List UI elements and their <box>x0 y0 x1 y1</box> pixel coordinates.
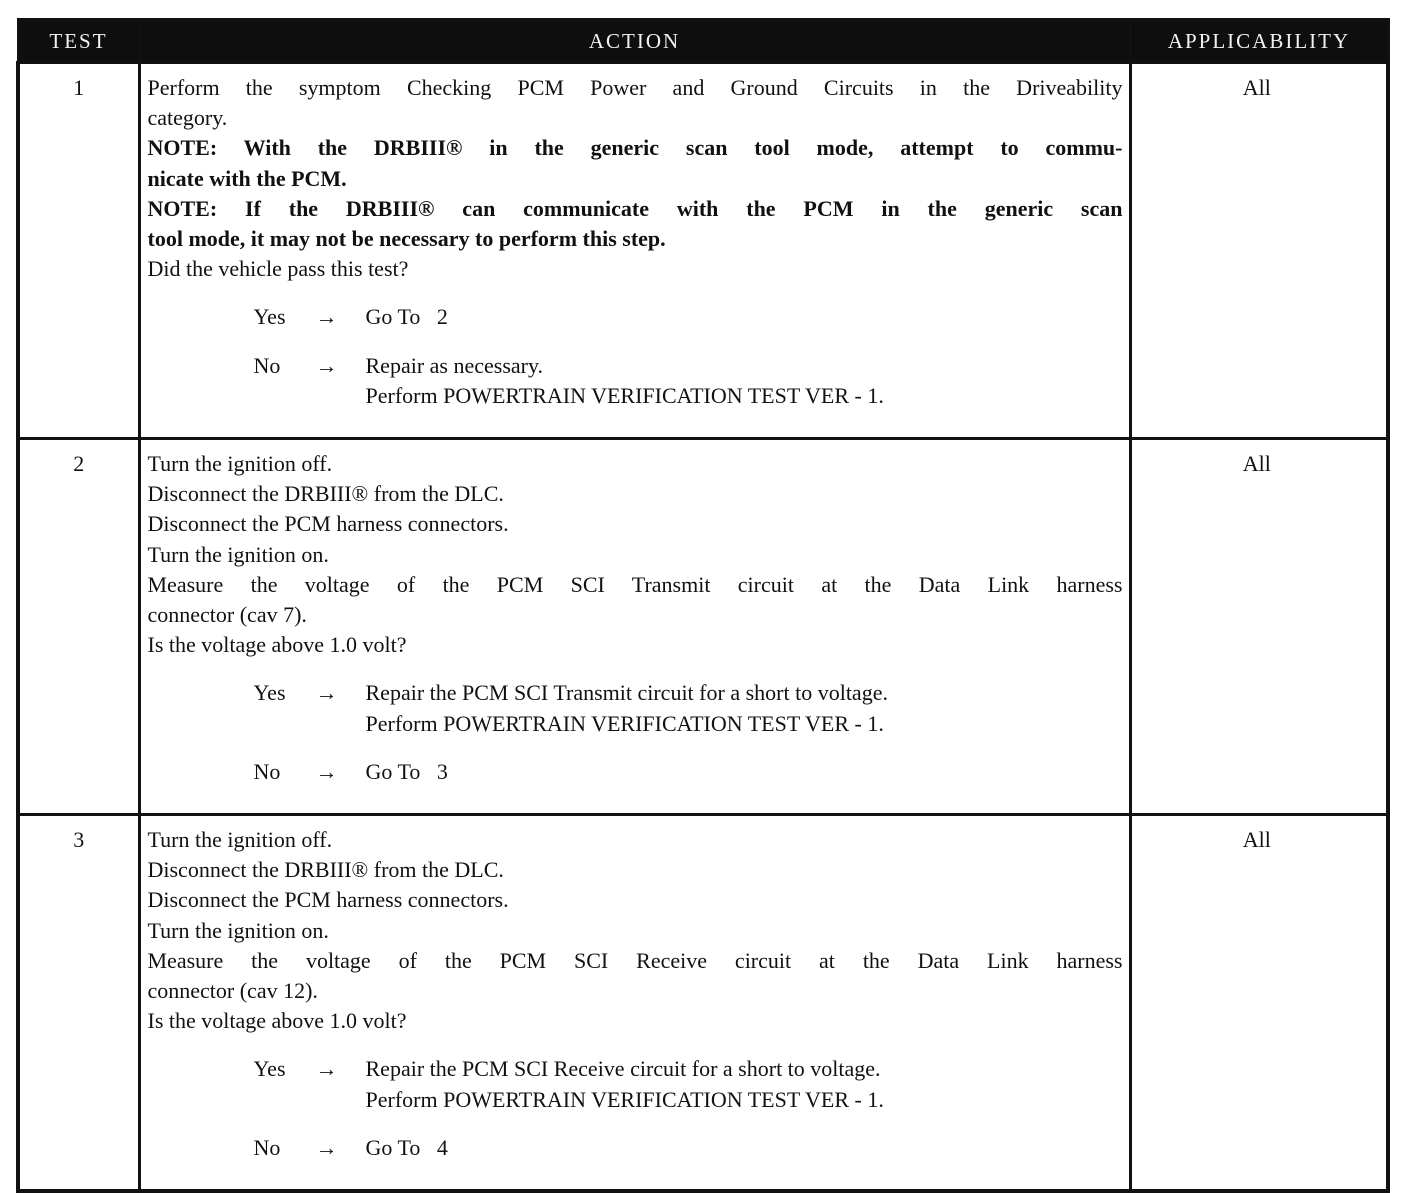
table-header-row <box>18 20 1388 63</box>
right-arrow-icon: → <box>315 680 338 706</box>
action-line: Turn the ignition on. <box>147 917 329 943</box>
action-line: connector (cav 12). <box>147 978 318 1004</box>
action-line: Turn the ignition on. <box>147 541 329 567</box>
question-line: Did the vehicle pass this test? <box>147 256 409 282</box>
no-label: No <box>253 352 281 378</box>
note-line: NOTE: With the DRBIII® in the generic scan tool mode, attempt to commu- <box>147 135 1123 161</box>
yes-label: Yes <box>253 304 286 330</box>
yes-outcome: Perform POWERTRAIN VERIFICATION TEST VER - 1. <box>365 710 884 736</box>
action-line: category. <box>147 105 228 131</box>
action-line: Disconnect the DRBIII® from the DLC. <box>147 857 504 883</box>
action-line: Measure the voltage of the PCM SCI Receive circuit at the Data Link harness <box>147 947 1123 973</box>
yes-label: Yes <box>253 680 286 706</box>
applicability-cell: All <box>1130 63 1388 439</box>
action-line: Perform the symptom Checking PCM Power and Ground Circuits in the Driveability <box>147 75 1123 100</box>
right-arrow-icon: → <box>315 1134 338 1160</box>
no-outcome: Go To 3 <box>365 758 448 784</box>
yes-outcome: Repair the PCM SCI Transmit circuit for a short to voltage. <box>365 680 888 706</box>
test-number: 2 <box>18 439 139 815</box>
header-action: ACTION <box>139 20 1130 63</box>
action-line: Turn the ignition off. <box>147 451 333 476</box>
table-row <box>18 439 1388 815</box>
note-line: NOTE: If the DRBIII® can communicate with the PCM in the generic scan <box>147 195 1123 221</box>
question-line: Is the voltage above 1.0 volt? <box>147 632 407 658</box>
no-response <box>148 1133 1123 1163</box>
action-line: connector (cav 7). <box>147 602 307 628</box>
header-applicability: APPLICABILITY <box>1130 20 1388 63</box>
no-outcome: Repair as necessary. <box>365 352 544 378</box>
action-cell <box>139 815 1130 1192</box>
header-test: TEST <box>18 20 139 63</box>
action-line: Disconnect the PCM harness connectors. <box>147 887 509 913</box>
yes-label: Yes <box>253 1056 286 1082</box>
action-line: Measure the voltage of the PCM SCI Transmit circuit at the Data Link harness <box>147 571 1123 597</box>
yes-outcome: Go To 2 <box>365 304 448 330</box>
question-line: Is the voltage above 1.0 volt? <box>147 1008 407 1034</box>
note-line: nicate with the PCM. <box>147 165 347 191</box>
right-arrow-icon: → <box>315 1056 338 1082</box>
yes-response <box>148 302 1123 332</box>
right-arrow-icon: → <box>315 352 338 378</box>
action-line: Turn the ignition off. <box>147 827 333 852</box>
no-outcome: Perform POWERTRAIN VERIFICATION TEST VER - 1. <box>365 382 884 408</box>
table-row <box>18 815 1388 1192</box>
right-arrow-icon: → <box>315 758 338 784</box>
action-line: Disconnect the DRBIII® from the DLC. <box>147 481 504 507</box>
no-response <box>148 757 1123 787</box>
yes-outcome: Perform POWERTRAIN VERIFICATION TEST VER - 1. <box>365 1086 884 1112</box>
action-cell <box>139 63 1130 439</box>
applicability-cell: All <box>1130 439 1388 815</box>
test-number: 3 <box>18 815 139 1192</box>
no-outcome: Go To 4 <box>365 1134 448 1160</box>
table-row <box>18 63 1388 439</box>
no-label: No <box>253 1134 281 1160</box>
test-number: 1 <box>18 63 139 439</box>
no-response <box>148 351 1123 411</box>
diagnostic-test-table <box>16 18 1390 1193</box>
action-line: Disconnect the PCM harness connectors. <box>147 511 509 537</box>
yes-response <box>148 678 1123 738</box>
note-line: tool mode, it may not be necessary to perform this step. <box>147 226 666 252</box>
no-label: No <box>253 758 281 784</box>
action-cell <box>139 439 1130 815</box>
applicability-cell: All <box>1130 815 1388 1192</box>
yes-response <box>148 1054 1123 1114</box>
yes-outcome: Repair the PCM SCI Receive circuit for a short to voltage. <box>365 1056 881 1082</box>
right-arrow-icon: → <box>315 304 338 330</box>
